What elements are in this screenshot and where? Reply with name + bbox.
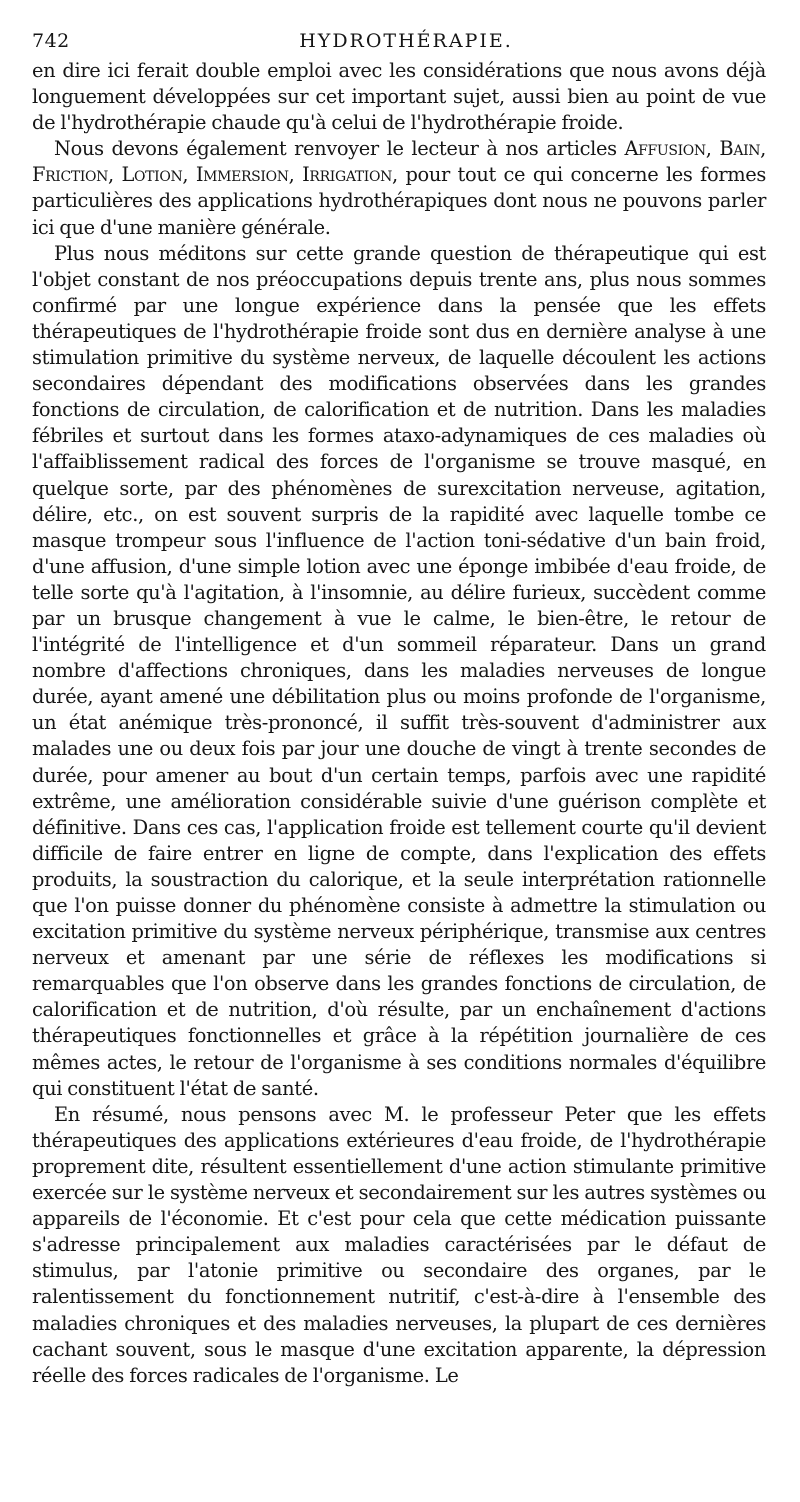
ref-friction: Friction — [32, 163, 109, 187]
running-title: HYDROTHÉRAPIE. — [299, 30, 513, 52]
page-header — [32, 30, 766, 58]
paragraph-2-lead: Nous devons également renvoyer le lecteur à nos articles — [54, 137, 625, 161]
ref-affusion: Affusion — [624, 137, 706, 161]
page-number: 742 — [32, 30, 70, 52]
body-text — [32, 58, 766, 1389]
document-page — [32, 30, 766, 1389]
ref-immersion: Immersion — [195, 163, 289, 187]
ref-irrigation: Irrigation — [302, 163, 393, 187]
paragraph-4: En résumé, nous pensons avec M. le professeur Peter que les effets thérapeutiques des applications extérieures d'eau froide, de l'hydrothérapie proprement dite, résultent essentiellement d'une action stimulante primitive exercée sur le système nerveux et secondairement sur les autres systèmes ou appareils de l'économie. Et c'est pour cela que cette médication puissante s'adresse principalement aux maladies caractérisées par le défaut de stimulus, par l'atonie primitive ou secondaire des organes, par le ralentissement du fonctionnement nutritif, c'est-à-dire à l'ensemble des maladies chroniques et des maladies nerveuses, la plupart de ces dernières cachant souvent, sous le masque d'une excitation apparente, la dépression réelle des forces radicales de l'organisme. Le — [32, 1102, 766, 1387]
paragraph-2-tail: , pour tout ce qui concerne les formes particulières des applications hydrothérapiques dont nous ne pouvons parler ici que d'une manière générale. — [32, 163, 767, 239]
paragraph-2: Nous devons également renvoyer le lecteur à nos articles Affusion, Bain, Friction, Lotion, Immersion, Irrigation, pour tout ce qui concerne les formes particulières des applications hydrothérapiques dont nous ne pouvons parler ici que d'une manière générale. — [32, 137, 767, 239]
paragraph-3: Plus nous méditons sur cette grande question de thérapeutique qui est l'objet constant de nos préoccupations depuis trente ans, plus nous sommes confirmé par une longue expérience dans la pensée que les effets thérapeutiques de l'hydrothérapie froide sont dus en dernière analyse à une stimulation primitive du système nerveux, de laquelle découlent les actions secondaires dépendant des modifications observées dans les grandes fonctions de circulation, de calorification et de nutrition. Dans les maladies fébriles et surtout dans les formes ataxo-adynamiques de ces maladies où l'affaiblissement radical des forces de l'organisme se trouve masqué, en quelque sorte, par des phénomènes de surexcitation nerveuse, agitation, délire, etc., on est souvent surpris de la rapidité avec laquelle tombe ce masque trompeur sous l'influence de l'action toni-sédative d'un bain froid, d'une affusion, d'une simple lotion avec une éponge imbibée d'eau froide, de telle sorte qu'à l'agitation, à l'insomnie, au délire furieux, succèdent comme par un brusque changement à vue le calme, le bien-être, le retour de l'intégrité de l'intelligence et d'un sommeil réparateur. Dans un grand nombre d'affections chroniques, dans les maladies nerveuses de longue durée, ayant amené une débilitation plus ou moins profonde de l'organisme, un état anémique très-prononcé, il suffit très-souvent d'administrer aux malades une ou deux fois par jour une douche de vingt à trente secondes de durée, pour amener au bout d'un certain temps, parfois avec une rapidité extrême, une amélioration considérable suivie d'une guérison complète et définitive. Dans ces cas, l'application froide est tellement courte qu'il devient difficile de faire entrer en ligne de compte, dans l'explication des effets produits, la soustraction du calorique, et la seule interprétation rationnelle que l'on puisse donner du phénomène consiste à admettre la stimulation ou excitation primitive du système nerveux périphérique, transmise aux centres nerveux et amenant par une série de réflexes les modifications si remarquables que l'on observe dans les grandes fonctions de circulation, de calorification et de nutrition, d'où résulte, par un enchaînement d'actions thérapeutiques fonctionnelles et grâce à la répétition journalière de ces mêmes actes, le retour de l'organisme à ses conditions normales d'équilibre qui constituent l'état de santé. — [32, 241, 766, 1100]
paragraph-1: en dire ici ferait double emploi avec les considérations que nous avons déjà longuement développées sur cet important sujet, aussi bien au point de vue de l'hydrothérapie chaude qu'à celui de l'hydrothérapie froide. — [32, 59, 766, 135]
ref-bain: Bain — [719, 137, 761, 161]
ref-lotion: Lotion — [121, 163, 183, 187]
